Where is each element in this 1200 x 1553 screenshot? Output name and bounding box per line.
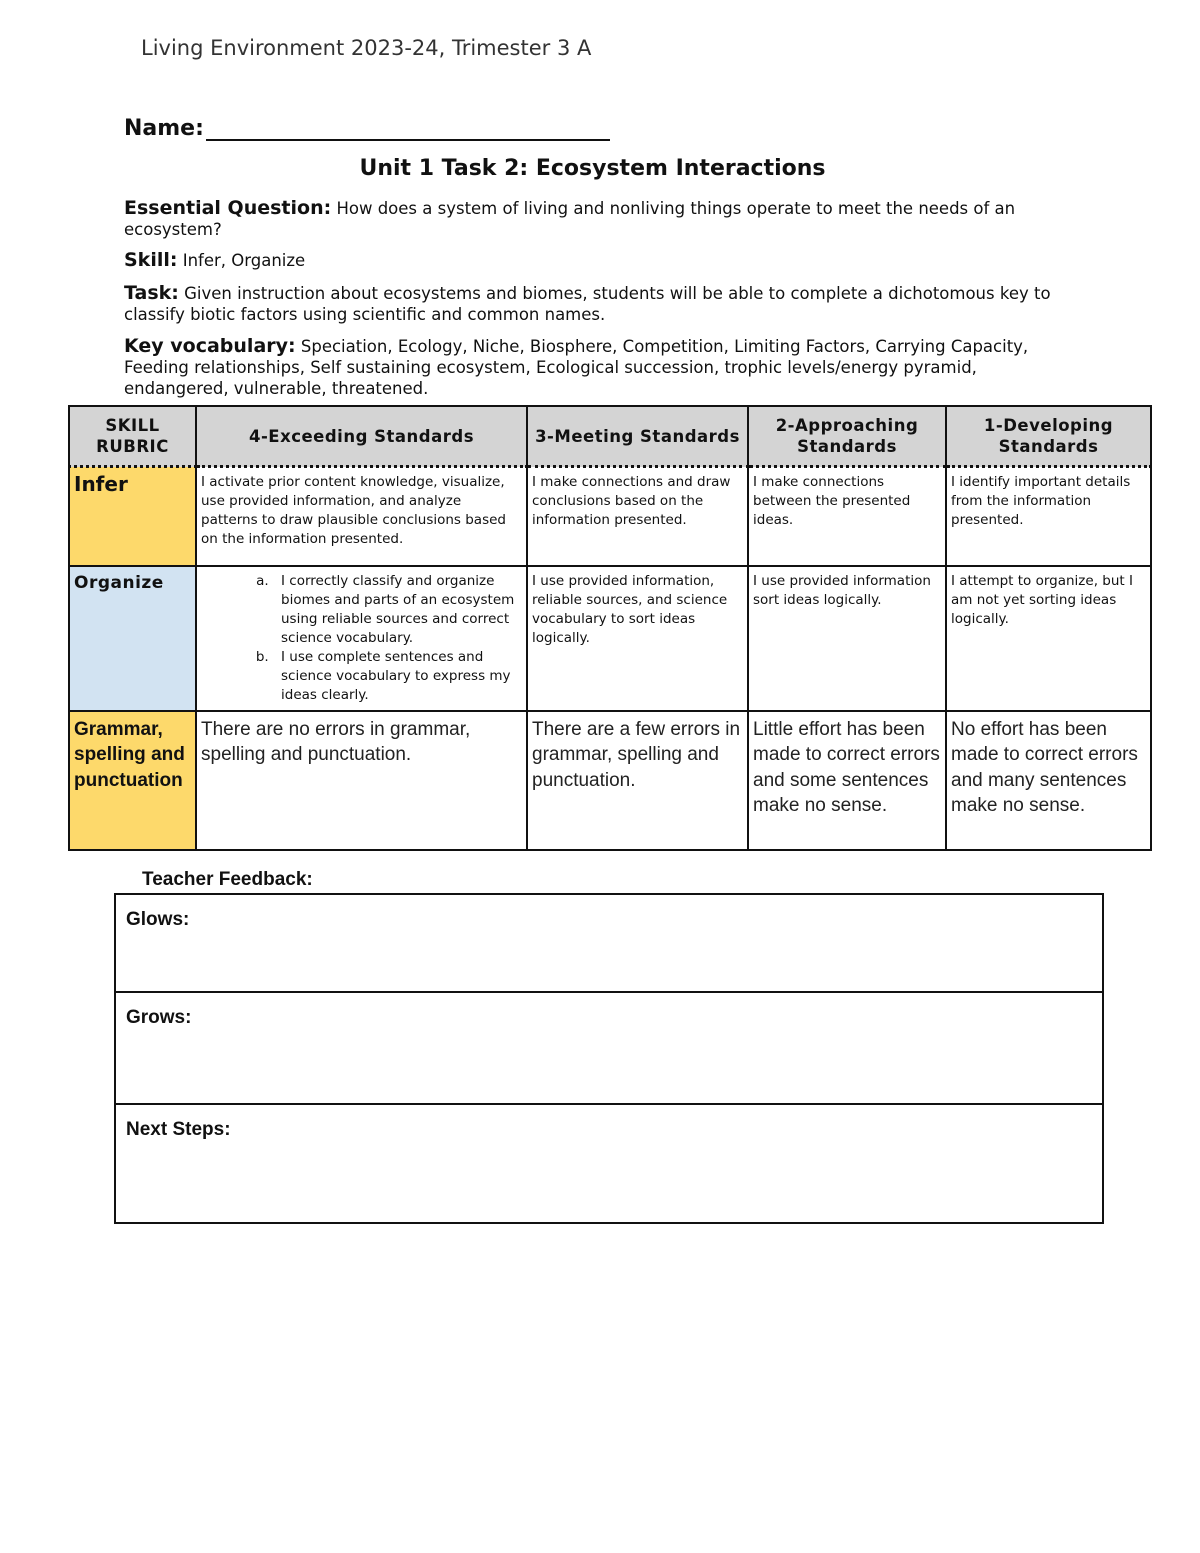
infer-exceeding: I activate prior content knowledge, visualize, use provided information, and analyze patterns to draw plausible conclusions based on the information presented.	[196, 467, 527, 566]
row-label-organize: Organize	[69, 566, 196, 711]
essential-question	[124, 198, 1074, 240]
key-vocabulary-label: Key vocabulary:	[124, 335, 296, 357]
organize-developing: I attempt to organize, but I am not yet sorting ideas logically.	[946, 566, 1151, 711]
essential-question-text: How does a system of living and nonliving things operate to meet the needs of an ecosystem?	[124, 199, 1016, 239]
next-steps-box[interactable]: Next Steps:	[115, 1104, 1103, 1223]
rubric-header-developing: 1-Developing Standards	[946, 406, 1151, 467]
skill-rubric-table	[68, 405, 1152, 851]
task-text: Given instruction about ecosystems and biomes, students will be able to complete a dichotomous key to classify biotic factors using scientific and common names.	[124, 284, 1051, 324]
rubric-row-organize	[69, 566, 1151, 711]
essential-question-label: Essential Question:	[124, 197, 332, 219]
list-item: b. I use complete sentences and science vocabulary to express my ideas clearly.	[273, 648, 522, 705]
rubric-header-meeting: 3-Meeting Standards	[527, 406, 748, 467]
rubric-row-grammar	[69, 711, 1151, 850]
name-label: Name:	[124, 116, 204, 141]
organize-meeting: I use provided information, reliable sources, and science vocabulary to sort ideas logically.	[527, 566, 748, 711]
organize-exceeding-list	[201, 572, 522, 705]
infer-developing: I identify important details from the information presented.	[946, 467, 1151, 566]
rubric-header-approaching: 2-Approaching Standards	[748, 406, 946, 467]
grammar-approaching: Little effort has been made to correct errors and some sentences make no sense.	[748, 711, 946, 850]
infer-approaching: I make connections between the presented ideas.	[748, 467, 946, 566]
organize-exceeding	[196, 566, 527, 711]
key-vocabulary-text: Speciation, Ecology, Niche, Biosphere, Competition, Limiting Factors, Carrying Capacity, Feeding relationships, Self sustaining ecosystem, Ecological succession, trophic levels/energy pyramid, endangered, vulnerable, threatened.	[124, 337, 1029, 398]
key-vocabulary	[124, 336, 1074, 399]
rubric-row-infer	[69, 467, 1151, 566]
skill-label: Skill:	[124, 249, 178, 271]
organize-approaching: I use provided information sort ideas logically.	[748, 566, 946, 711]
teacher-feedback-table	[114, 893, 1104, 1224]
course-header: Living Environment 2023-24, Trimester 3 A	[141, 36, 592, 60]
skill-text: Infer, Organize	[177, 251, 306, 270]
row-label-infer: Infer	[69, 467, 196, 566]
task	[124, 283, 1074, 325]
infer-meeting: I make connections and draw conclusions based on the information presented.	[527, 467, 748, 566]
skill	[124, 250, 1074, 271]
grammar-developing: No effort has been made to correct errors and many sentences make no sense.	[946, 711, 1151, 850]
grammar-meeting: There are a few errors in grammar, spelling and punctuation.	[527, 711, 748, 850]
rubric-header-skill: SKILL RUBRIC	[69, 406, 196, 467]
teacher-feedback-label: Teacher Feedback:	[142, 869, 313, 890]
grows-box[interactable]: Grows:	[115, 992, 1103, 1104]
list-item: a. I correctly classify and organize biomes and parts of an ecosystem using reliable sources and correct science vocabulary.	[273, 572, 522, 648]
name-blank-line[interactable]	[206, 117, 610, 141]
page-title: Unit 1 Task 2: Ecosystem Interactions	[359, 156, 826, 181]
row-label-grammar: Grammar, spelling and punctuation	[69, 711, 196, 850]
rubric-header-exceeding: 4-Exceeding Standards	[196, 406, 527, 467]
glows-box[interactable]: Glows:	[115, 894, 1103, 992]
task-label: Task:	[124, 282, 179, 304]
grammar-exceeding: There are no errors in grammar, spelling and punctuation.	[196, 711, 527, 850]
rubric-header-row	[69, 406, 1151, 467]
name-field	[124, 116, 610, 141]
